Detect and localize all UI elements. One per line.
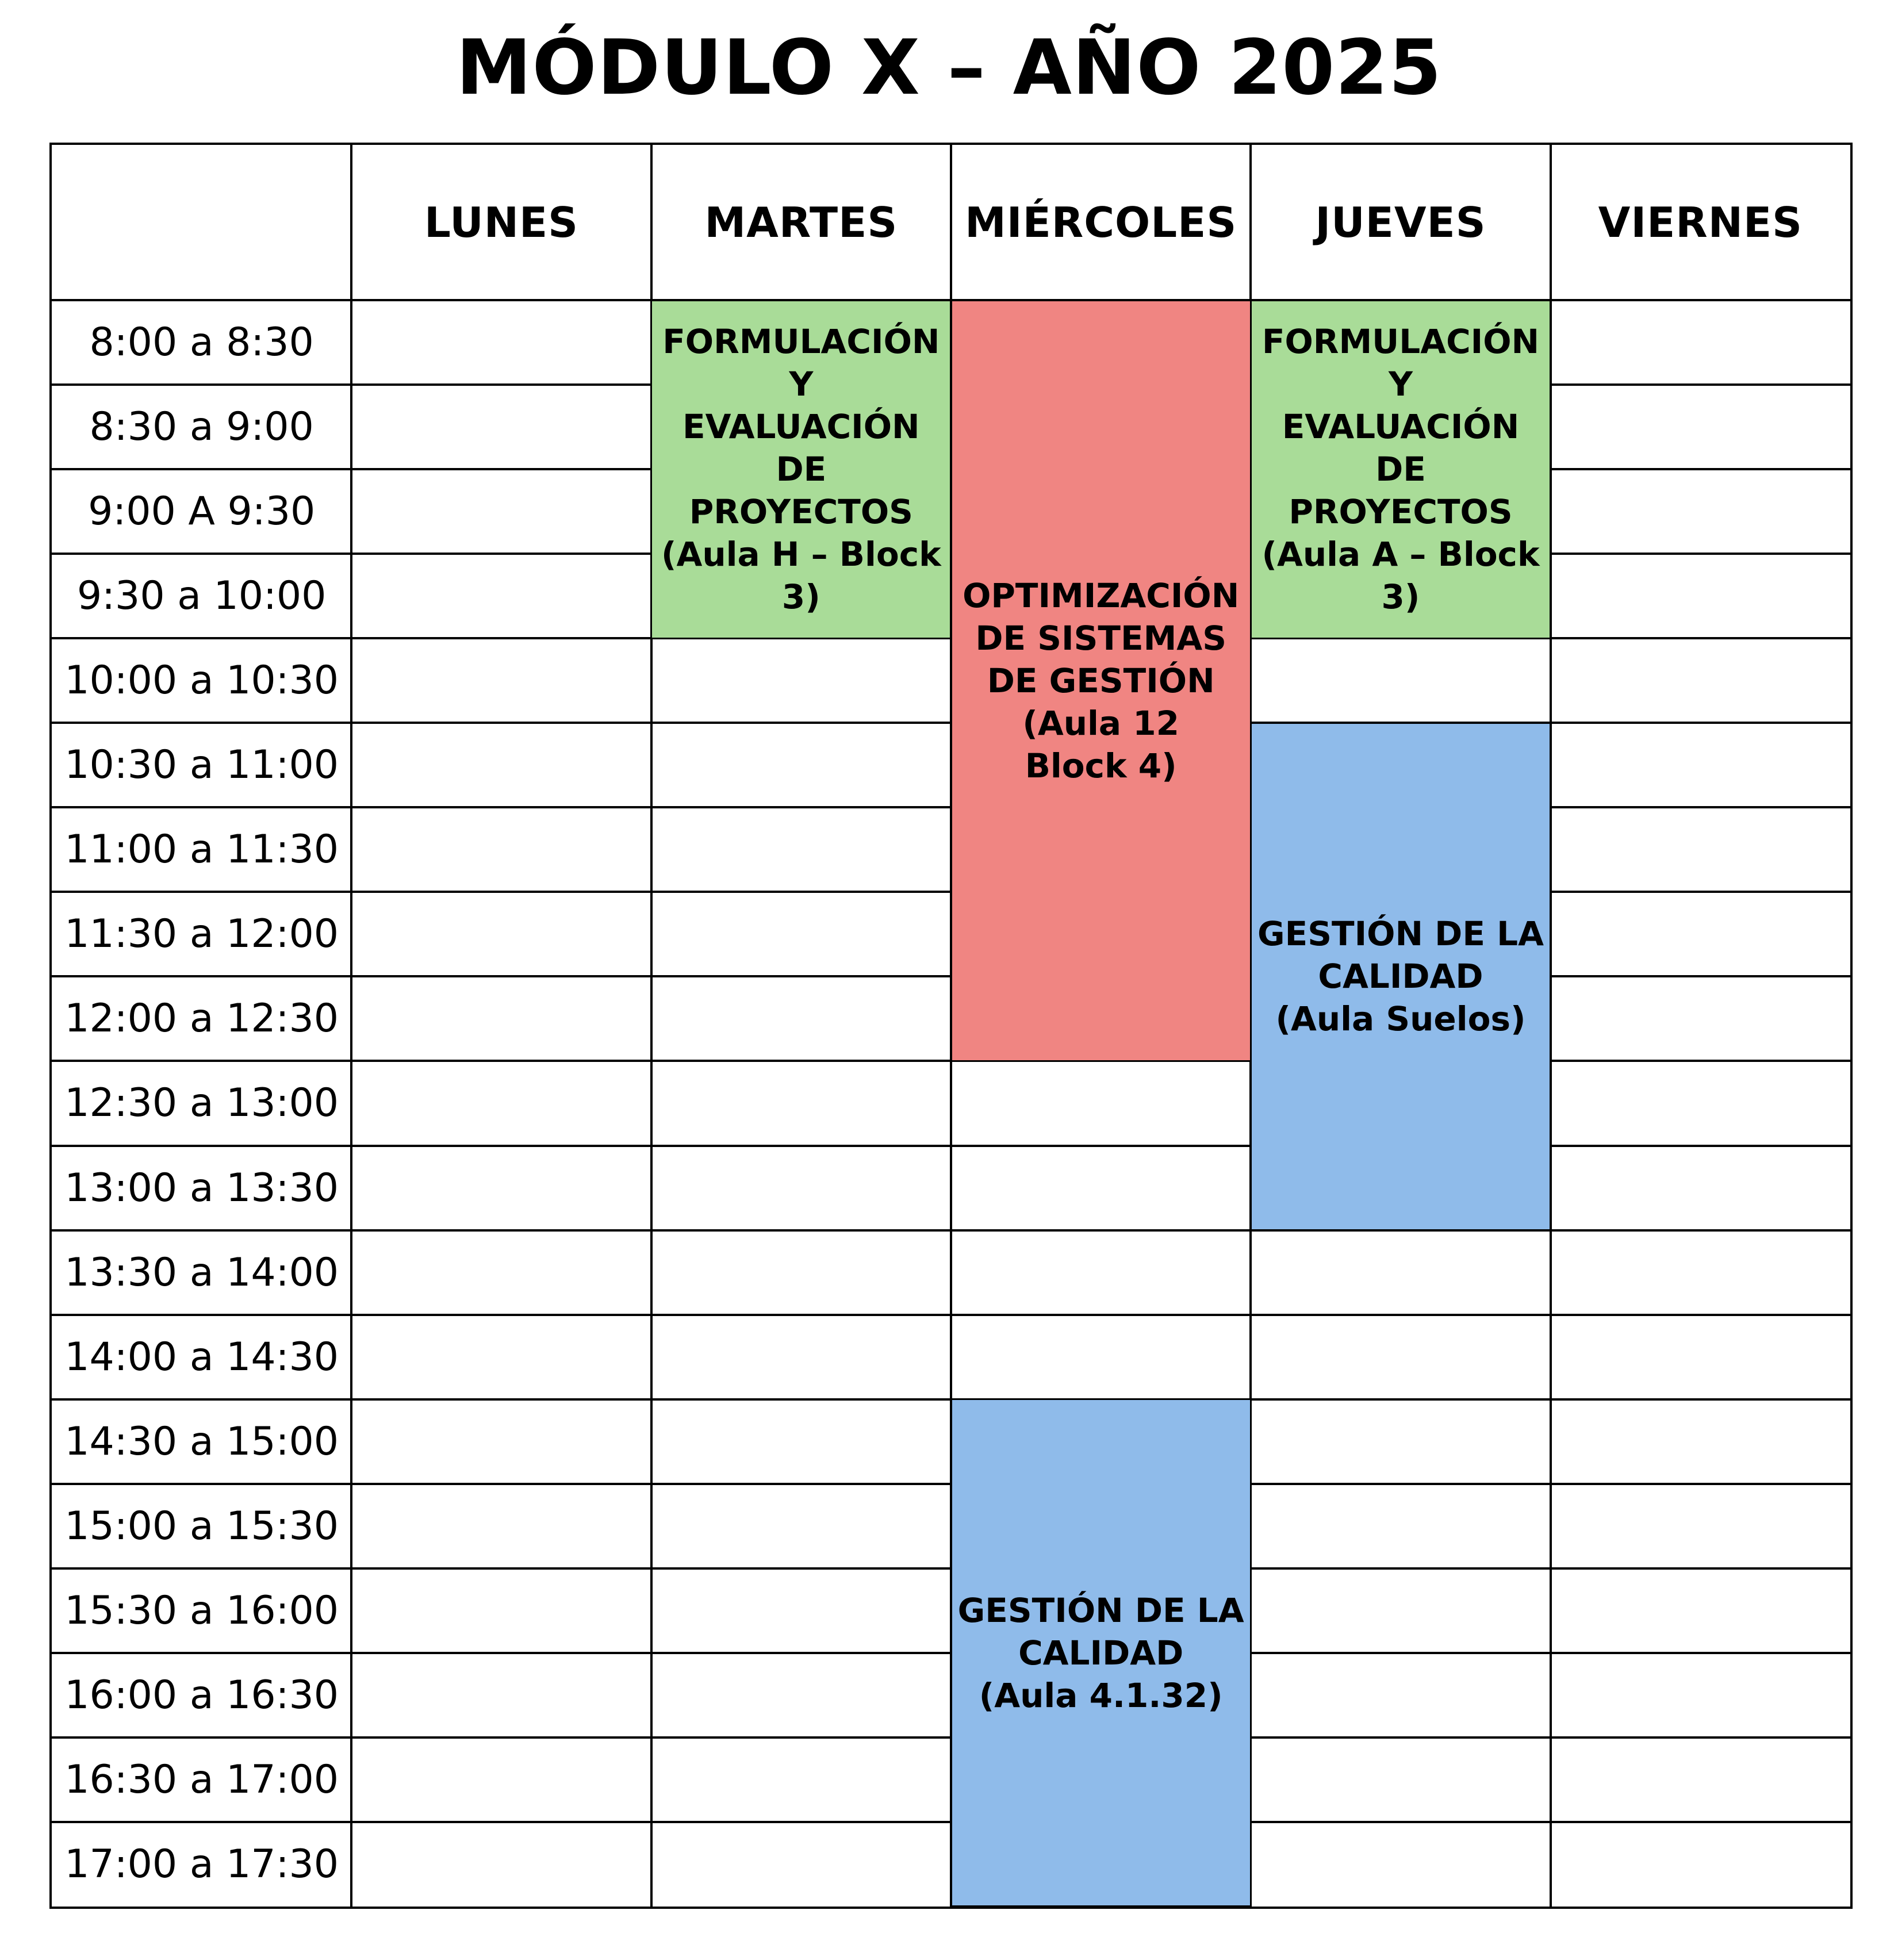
class-line: (Aula H – Block 3) [661, 535, 941, 617]
class-line: EVALUACIÓN DE [682, 407, 920, 489]
class-block[interactable] [1250, 300, 1551, 639]
time-slot: 11:00 a 11:30 [64, 827, 339, 873]
class-block[interactable] [950, 300, 1252, 1062]
day-header: LUNES [424, 198, 579, 247]
time-slot: 16:00 a 16:30 [64, 1672, 339, 1718]
class-line: EVALUACIÓN DE [1282, 407, 1520, 489]
class-block-text [1255, 320, 1546, 618]
class-block[interactable] [950, 1398, 1252, 1907]
class-block-text [958, 1589, 1244, 1717]
class-block[interactable] [1250, 722, 1551, 1231]
time-slot: 12:00 a 12:30 [64, 996, 339, 1042]
class-line: Block 4) [1025, 746, 1177, 785]
time-slot: 8:00 a 8:30 [89, 320, 314, 366]
time-slot: 15:00 a 15:30 [64, 1503, 339, 1549]
grid-line-vertical [350, 145, 352, 1907]
class-line: GESTIÓN DE LA [957, 1590, 1244, 1630]
grid-line-horizontal [52, 1145, 1850, 1147]
class-line: (Aula 4.1.32) [979, 1675, 1223, 1715]
time-slot: 13:00 a 13:30 [64, 1165, 339, 1211]
grid-line-horizontal [52, 1314, 1850, 1316]
time-slot: 9:30 a 10:00 [76, 573, 327, 619]
class-line: PROYECTOS [1289, 492, 1513, 532]
class-line: (Aula 12 [1022, 703, 1179, 743]
schedule-table [49, 143, 1853, 1909]
header-corner [52, 145, 351, 300]
class-line: DE GESTIÓN [987, 661, 1215, 700]
class-line: FORMULACIÓN Y [662, 322, 940, 404]
page-title: MÓDULO X – AÑO 2025 [456, 24, 1442, 112]
class-line: PROYECTOS [689, 492, 913, 532]
time-slot: 10:30 a 11:00 [64, 742, 339, 788]
class-line: DE SISTEMAS [975, 618, 1226, 658]
time-slot: 9:00 A 9:30 [88, 489, 316, 535]
class-line: GESTIÓN DE LA [1257, 914, 1544, 954]
time-slot: 14:00 a 14:30 [64, 1334, 339, 1380]
class-line: CALIDAD [1018, 1633, 1184, 1673]
time-slot: 13:30 a 14:00 [64, 1249, 339, 1295]
class-line: CALIDAD [1318, 957, 1483, 996]
time-slot: 10:00 a 10:30 [64, 658, 339, 704]
time-slot: 16:30 a 17:00 [64, 1756, 339, 1802]
class-block[interactable] [650, 300, 952, 639]
day-header: MARTES [704, 198, 898, 247]
time-slot: 8:30 a 9:00 [89, 404, 314, 450]
class-block-text [963, 574, 1239, 787]
class-block-text [1257, 912, 1544, 1040]
class-line: (Aula Suelos) [1275, 999, 1526, 1039]
class-line: FORMULACIÓN Y [1262, 322, 1540, 404]
day-header: MIÉRCOLES [965, 198, 1237, 247]
class-block-text [655, 320, 946, 618]
class-line: OPTIMIZACIÓN [963, 576, 1240, 615]
day-header: JUEVES [1315, 198, 1486, 247]
day-header: VIERNES [1598, 198, 1803, 247]
time-slot: 11:30 a 12:00 [64, 911, 339, 957]
time-slot: 14:30 a 15:00 [64, 1418, 339, 1464]
grid-line-horizontal [52, 1229, 1850, 1232]
time-slot: 17:00 a 17:30 [64, 1841, 339, 1887]
class-line: (Aula A – Block 3) [1262, 535, 1540, 617]
time-slot: 15:30 a 16:00 [64, 1587, 339, 1633]
time-slot: 12:30 a 13:00 [64, 1080, 339, 1126]
